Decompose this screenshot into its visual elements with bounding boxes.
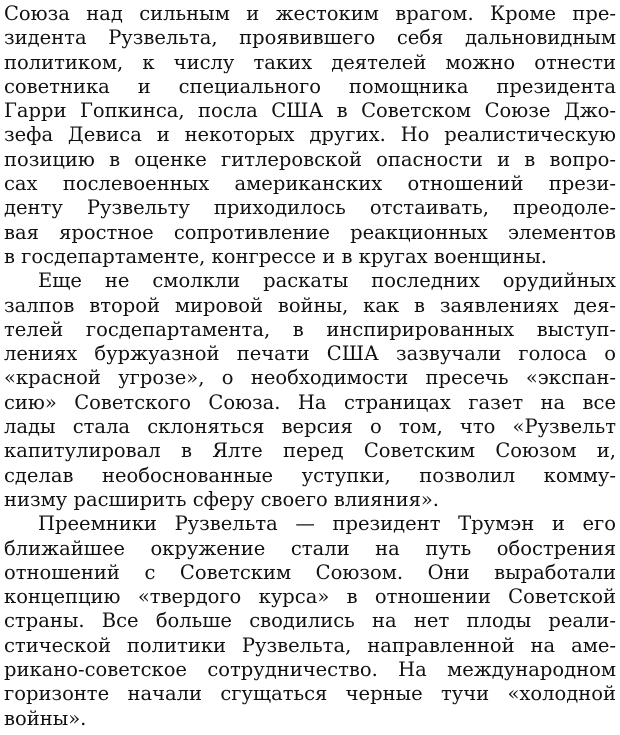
paragraph-2 bbox=[4, 269, 616, 512]
text-line: политиком, к числу таких деятелей можно отнести bbox=[4, 50, 616, 74]
text-line: отношений с Советским Союзом. Они выработали bbox=[4, 560, 616, 584]
paragraph-1 bbox=[4, 2, 616, 269]
text-line: капитулировал в Ялте перед Советским Союзом и, bbox=[4, 439, 616, 463]
text-line: страны. Все больше сводились на нет плоды реали- bbox=[4, 609, 616, 633]
text-line: концепцию «твердого курса» в отношении Советской bbox=[4, 585, 616, 609]
text-line: низму расширить сферу своего влияния». bbox=[4, 487, 440, 511]
text-line: «красной угрозе», о необходимости пресечь «экспан- bbox=[4, 366, 616, 390]
text-line: войны». bbox=[4, 706, 87, 730]
text-line: позицию в оценке гитлеровской опасности и в вопро- bbox=[4, 147, 616, 171]
text-line: Союза над сильным и жестоким врагом. Кроме пре- bbox=[4, 2, 616, 25]
text-line: Гарри Гопкинса, посла США в Советском Союзе Джо- bbox=[4, 99, 616, 123]
document-page bbox=[4, 2, 616, 731]
text-line: рикано-советское сотрудничество. На международном bbox=[4, 658, 616, 682]
text-line: Преемники Рузвельта — президент Трумэн и его bbox=[38, 512, 616, 536]
text-line: ближайшее окружение стали на путь обострения bbox=[4, 536, 616, 560]
text-line: зефа Девиса и некоторых других. Но реалистическую bbox=[4, 123, 616, 147]
text-line: в госдепартаменте, конгрессе и в кругах военщины. bbox=[4, 244, 547, 268]
text-line: вая яростное сопротивление реакционных элементов bbox=[4, 220, 616, 244]
text-line: горизонте начали сгущаться черные тучи «холодной bbox=[4, 682, 616, 706]
paragraph-3 bbox=[4, 512, 616, 731]
text-line: лады стала склоняться версия о том, что «Рузвельт bbox=[4, 415, 616, 439]
text-line: сию» Советского Союза. На страницах газет на все bbox=[4, 390, 616, 414]
text-line: денту Рузвельту приходилось отстаивать, преодоле- bbox=[4, 196, 616, 220]
text-line: залпов второй мировой войны, как в заявлениях дея- bbox=[4, 293, 616, 317]
text-line: телей госдепартамента, в инспирированных выступ- bbox=[4, 317, 616, 341]
text-line: стической политики Рузвельта, направленной на аме- bbox=[4, 633, 616, 657]
text-line: зидента Рузвельта, проявившего себя дальновидным bbox=[4, 26, 616, 50]
text-line: сах послевоенных американских отношений прези- bbox=[4, 172, 616, 196]
text-line: советника и специального помощника президента bbox=[4, 74, 616, 98]
text-line: лениях буржуазной печати США зазвучали голоса о bbox=[4, 342, 616, 366]
text-line: сделав необоснованные уступки, позволил комму- bbox=[4, 463, 616, 487]
text-line: Еще не смолкли раскаты последних орудийных bbox=[38, 269, 616, 293]
